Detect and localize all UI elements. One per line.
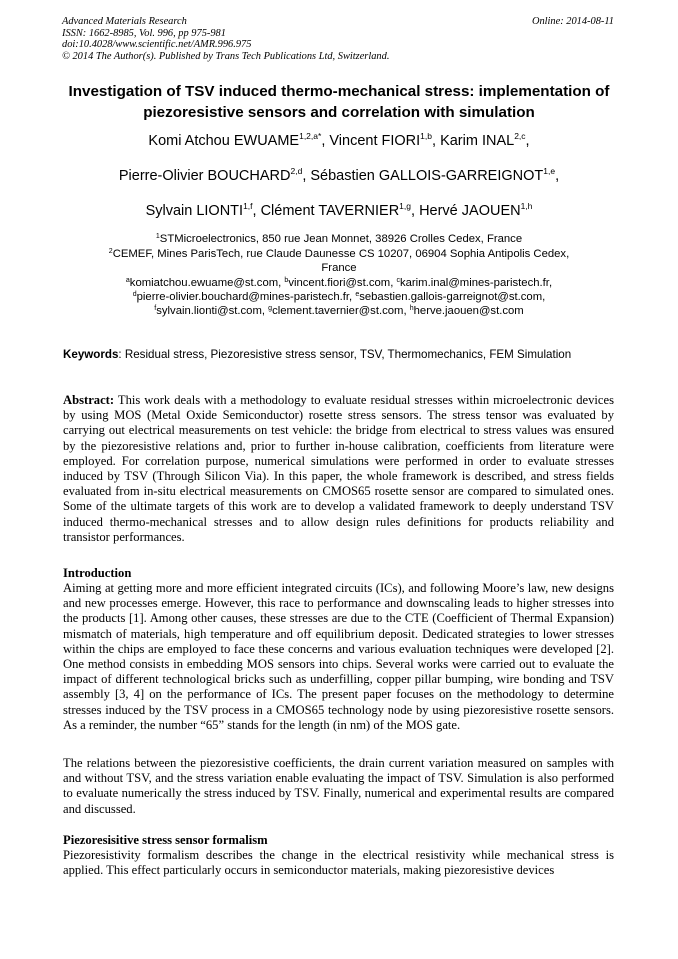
author-name: Hervé JAOUEN xyxy=(419,203,521,219)
email-sup: b xyxy=(284,277,289,284)
email-line-2: $^d$pierre-olivier.bouchard@mines-paristech.fr, $^e$sebastien.gallois-garreignot@st.com, xyxy=(132,291,546,303)
author-sup: 2,c xyxy=(514,131,526,141)
author-name: Sébastien GALLOIS-GARREIGNOT xyxy=(310,168,544,184)
email-sup: d xyxy=(132,291,137,298)
online-date: Online: 2014-08-11 xyxy=(531,16,614,27)
email-sup: c xyxy=(396,277,400,284)
email-sup: f xyxy=(154,305,157,312)
author-name: Clément TAVERNIER xyxy=(260,203,400,219)
abstract-label: Abstract: xyxy=(63,393,115,407)
author-sup: 2,d xyxy=(290,166,303,176)
issn-line: ISSN: 1662-8985, Vol. 996, pp 975-981 xyxy=(62,27,226,39)
author-sup: 1,f xyxy=(243,201,253,211)
email-address[interactable]: sylvain.lionti@st.com xyxy=(156,305,262,317)
author-sup: 1,e xyxy=(543,166,556,176)
author-line-3: Sylvain LIONTI$^{1,f}$, Clément TAVERNIER$^{1,g}$, Hervé JAOUEN$^{1,h}$ xyxy=(145,201,533,219)
author-sup: 1,g xyxy=(399,201,411,211)
author-sup: 1,2,a* xyxy=(299,131,322,141)
author-name: Vincent FIORI xyxy=(329,133,421,149)
journal-name: Advanced Materials Research xyxy=(62,16,187,27)
affiliation-2-country: France xyxy=(321,262,357,274)
email-address[interactable]: karim.inal@mines-paristech.fr xyxy=(399,277,549,289)
email-line-1: $^a$komiatchou.ewuame@st.com, $^b$vincent.fiori@st.com, $^c$karim.inal@mines-paristech.fr, xyxy=(125,277,553,289)
keywords-label: Keywords xyxy=(63,348,119,361)
email-address[interactable]: clement.tavernier@st.com xyxy=(272,305,404,317)
email-line-3: $^f$sylvain.lionti@st.com, $^g$clement.tavernier@st.com, $^h$herve.jaouen@st.com xyxy=(154,305,524,317)
abstract xyxy=(63,393,614,545)
email-sup: g xyxy=(268,305,273,312)
author-name: Karim INAL xyxy=(440,133,515,149)
email-sup: h xyxy=(409,305,414,312)
author-name: Pierre-Olivier BOUCHARD xyxy=(118,168,291,184)
keywords xyxy=(63,348,613,362)
affiliation-text: STMicroelectronics, 850 rue Jean Monnet, 38926 Crolles Cedex, France xyxy=(159,233,523,245)
affiliation-sup: 1 xyxy=(155,233,160,240)
introduction-paragraph-1: Aiming at getting more and more efficient integrated circuits (ICs), and following Moore’s law, new designs and new processes emerge. However, this race to performance and downscaling leads to higher stresses into the products [1]. Among other causes, these stresses are due to the CTE (Coefficient of Thermal Expansion) mismatch of materials, high temperature and off equilibrium deposit. Dedicated strategies to lower stresses within the chips are employed to face these concerns and various evaluation techniques were developed [2]. One method consists in embedding MOS sensors into chips. Several works were carried out to evaluate the impact of different technological bricks such as underfilling, copper pillar bumping, wire bonding and TSV assembly [3, 4] on the performance of ICs. The present paper focuses on the methodology to determine stresses induced by the TSV process in a CMOS65 technology node by using piezoresistive rosette sensors. As a reminder, the number “65” stands for the length (in nm) of the MOS gate. xyxy=(63,581,614,732)
email-address[interactable]: pierre-olivier.bouchard@mines-paristech.fr xyxy=(136,291,350,303)
author-line-1: Komi Atchou $EWUAME^{1,2,a*}$, Vincent FIORI$^{1,b}$, Karim INAL$^{2,c}$, xyxy=(148,131,530,149)
email-sup: a xyxy=(125,277,130,284)
doi-line: doi:10.4028/www.scientific.net/AMR.996.975 xyxy=(62,39,252,50)
email-address[interactable]: herve.jaouen@st.com xyxy=(413,305,524,317)
author-name: Sylvain LIONTI xyxy=(145,203,244,219)
author-sup: 1,h xyxy=(520,201,533,211)
paper-title: Investigation of TSV induced thermo-mechanical stress: implementation of piezoresistive sensors and correlation with simulation xyxy=(68,83,610,121)
keywords-text: : Residual stress, Piezoresistive stress sensor, TSV, Thermomechanics, FEM Simulation xyxy=(118,348,572,361)
section-heading-formalism: Piezoresisitive stress sensor formalism xyxy=(63,833,268,847)
affiliation-text: CEMEF, Mines ParisTech, rue Claude Daunesse CS 10207, 06904 Sophia Antipolis Cedex, xyxy=(112,248,570,260)
copyright-line: © 2014 The Author(s). Published by Trans Tech Publications Ltd, Switzerland. xyxy=(62,50,390,62)
affiliation-1 xyxy=(40,233,638,246)
email-address[interactable]: sebastien.gallois-garreignot@st.com xyxy=(359,291,543,303)
affiliation-sup: 2 xyxy=(108,248,113,255)
section-heading-introduction: Introduction xyxy=(63,566,132,580)
formalism-paragraph-1: Piezoresistivity formalism describes the change in the electrical resistivity while mechanical stress is applied. This effect particularly occurs in semiconductor materials, making piezoresistive devices xyxy=(63,848,614,878)
affiliation-2 xyxy=(40,248,638,261)
email-address[interactable]: vincent.fiori@st.com xyxy=(288,277,391,289)
author-sup: 1,b xyxy=(420,131,432,141)
email-address[interactable]: komiatchou.ewuame@st.com xyxy=(129,277,279,289)
email-sup: e xyxy=(355,291,360,298)
introduction-paragraph-2: The relations between the piezoresistive coefficients, the drain current variation measured on samples with and without TSV, and the stress variation enable evaluating the impact of TSV. Simulation is also performed to evaluate numerically the stress induced by TSV. Finally, numerical and experimental results are compared and discussed. xyxy=(63,756,614,816)
abstract-text: This work deals with a methodology to evaluate residual stresses within microelectronic devices by using MOS (Metal Oxide Semiconductor) rosette stress sensors. The stress tensor was evaluated by carrying out electrical measurements on test vehicle: the bridge from electrical to stress values was ensured by the piezoresistive relations and, prior to further in-house calibration, coefficients from literature were employed. For correlation purpose, numerical simulations were performed in order to evaluate stresses induced by TSV (Through Silicon Via). In this paper, the whole framework is described, and stress fields evaluated from in-situ electrical measurements on CMOS65 rosette sensor are compared to simulated ones. Some of the ultimate targets of this work are to develop a validated framework to deeply understand TSV induced thermo-mechanical stresses and to allow design rules definitions for products reliability and transistor performances. xyxy=(63,393,614,544)
author-line-2: Pierre-Olivier BOUCHARD$^{2,d}$, Sébastien GALLOIS-GARREIGNOT$^{1,e}$, xyxy=(118,166,560,184)
author-name: Komi Atchou EWUAME xyxy=(148,133,300,149)
